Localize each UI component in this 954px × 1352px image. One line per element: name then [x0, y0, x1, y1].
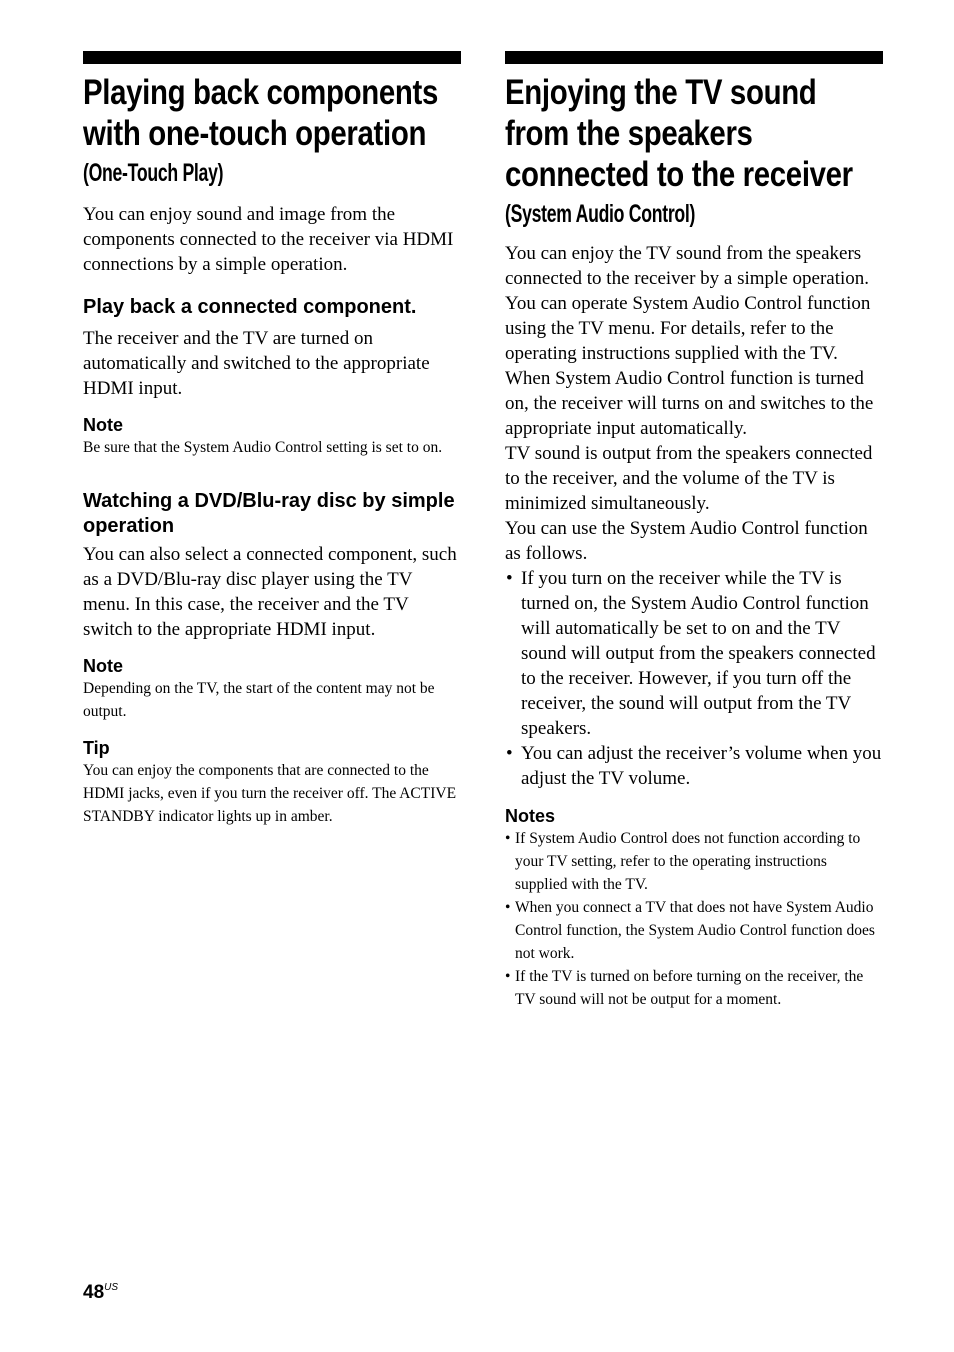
paragraph: You can use the System Audio Control function as follows. [505, 518, 868, 564]
notes-list [505, 827, 883, 1011]
section-body: You can also select a connected component, such as a DVD/Blu-ray disc player using the TV menu. In this case, the receiver and the TV switch to the appropriate HDMI input. [83, 544, 457, 640]
title-line: from the speakers [505, 114, 753, 153]
note-item: • If the TV is turned on before turning on the receiver, the TV sound will not be output for a moment. [505, 965, 883, 1011]
note-item: • If System Audio Control does not function according to your TV setting, refer to the operating instructions supplied with the TV. [505, 827, 883, 896]
section-heading-dvd: Watching a DVD/Blu-ray disc by simple operation [83, 490, 455, 537]
section-body: The receiver and the TV are turned on automatically and switched to the appropriate HDMI input. [83, 328, 430, 399]
paragraph: When System Audio Control function is turned on, the receiver will turns on and switches to the appropriate input automatically. [505, 368, 874, 439]
note-text: Depending on the TV, the start of the content may not be output. [83, 680, 435, 720]
title-rule [83, 51, 461, 64]
list-item: • If you turn on the receiver while the TV is turned on, the System Audio Control function will automatically be set to on and the TV sound will output from the speakers connected to the receiver. However, if you turn off the receiver, the sound will output from the TV speakers. [505, 566, 883, 741]
intro-paragraph: You can enjoy sound and image from the components connected to the receiver via HDMI connections by a simple operation. [83, 204, 454, 275]
subtitle: (System Audio Control) [505, 200, 696, 228]
title-line: with one-touch operation [83, 114, 427, 153]
title-line: Playing back components [83, 73, 438, 112]
note-text: Be sure that the System Audio Control setting is set to on. [83, 439, 443, 456]
note-label: Note [83, 656, 123, 676]
page-number-value: 48 [83, 1282, 105, 1303]
feature-list [505, 566, 883, 791]
title-line: connected to the receiver [505, 155, 853, 194]
note-label: Note [83, 415, 123, 435]
page-number-suffix: US [104, 1282, 119, 1293]
right-column [505, 51, 883, 1011]
body-text [505, 241, 883, 566]
subtitle: (One-Touch Play) [83, 159, 224, 187]
page-title-right [505, 72, 883, 229]
title-rule [505, 51, 883, 64]
paragraph: TV sound is output from the speakers connected to the receiver, and the volume of the TV is minimized simultaneously. [505, 443, 873, 514]
page-title-left [83, 72, 461, 188]
notes-label: Notes [505, 806, 556, 826]
page-number [83, 1282, 118, 1304]
note-item: • When you connect a TV that does not have System Audio Control function, the System Audio Control function does not work. [505, 896, 883, 965]
paragraph: You can enjoy the TV sound from the speakers connected to the receiver by a simple operation. [505, 243, 870, 289]
section-heading-playback: Play back a connected component. [83, 296, 417, 318]
left-column [83, 51, 461, 828]
title-line: Enjoying the TV sound [505, 73, 817, 112]
tip-text: You can enjoy the components that are connected to the HDMI jacks, even if you turn the receiver off. The ACTIVE STANDBY indicator lights up in amber. [83, 762, 457, 825]
tip-label: Tip [83, 738, 110, 758]
paragraph: You can operate System Audio Control function using the TV menu. For details, refer to the operating instructions supplied with the TV. [505, 293, 871, 364]
list-item: • You can adjust the receiver’s volume when you adjust the TV volume. [505, 741, 883, 791]
